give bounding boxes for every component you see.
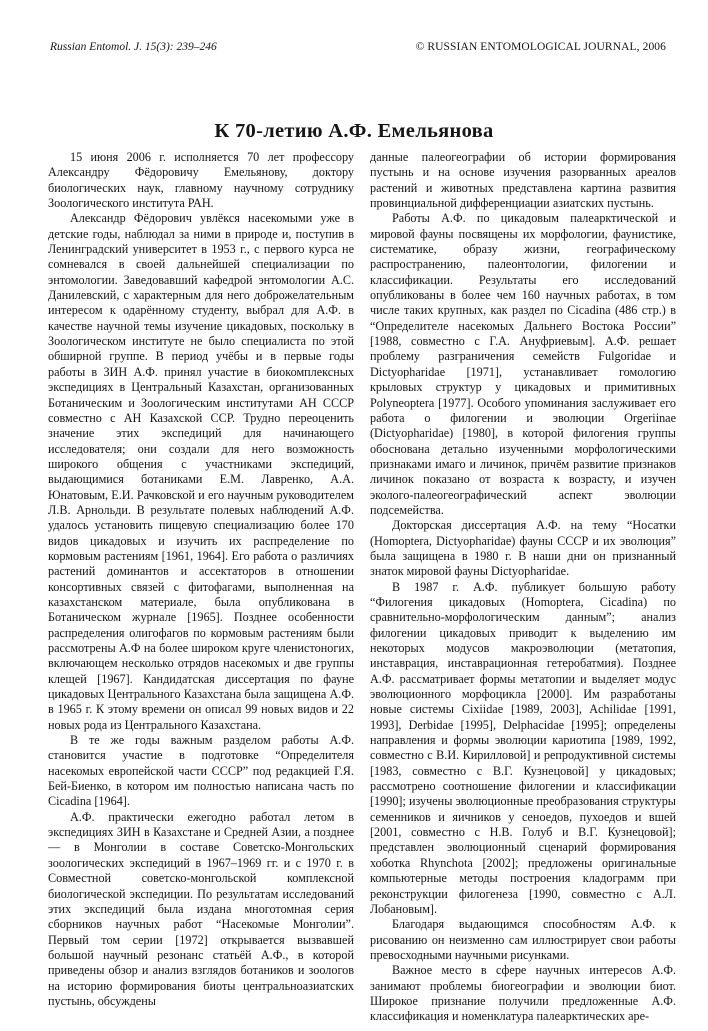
paragraph: Александр Фёдорович увлёкся насекомыми уже в детские годы, наблюдал за ними в природе и, поступив в Ленинградский университет в 1953 г., с первого курса не сомневался в своей дальнейшей специализации по энтомологии. Заведовавший кафедрой энтомологии А.С. Данилевский, с характерным для него доброжелательным интересом к одарённому студенту, выбрал для А.Ф. в качестве научной темы изучение цикадовых, поскольку в Зоологическом институте не было специалиста по этой обширной группе. В период учёбы и в первые годы работы в ЗИН А.Ф. принял участие в биокомплексных экспедициях в Центральный Казахстан, организованных Ботаническим и Зоологическим институтами АН СССР совместно с АН Казахской ССР. Трудно переоценить значение этих экспедиций для начинающего исследователя; они создали для него возможность широкого общения с участниками экспедиций, выдающимися ботаниками Е.М. Лавренко, А.А. Юнатовым, Е.И. Рачковской и его научным руководителем Л.В. Арнольди. В результате полевых наблюдений А.Ф. удалось установить пищевую специализацию более 170 видов цикадовых и изучить их распределение по кормовым растениям [1961, 1964]. Его работа о различиях растений доминантов и ассектаторов в отношении консортивных связей с фитофагами, выполненная на казахстанском материале, была опубликована в Ботаническом журнале [1965]. Позднее особенности распределения олигофагов по кормовым растениям были рассмотрены А.Ф на более широком круге членистоногих, включающем несколько отрядов насекомых и две группы клещей [1967]. Кандидатская диссертация по фауне цикадовых Центрального Казахстана была защищена А.Ф. в 1965 г. К этому времени он описал 99 новых видов и 22 новых рода из Центрального Казахстана. xyxy=(48,211,354,732)
paragraph: 15 июня 2006 г. исполняется 70 лет профессору Александру Фёдоровичу Емельянову, доктору биологических наук, главному научному сотруднику Зоологического института РАН. xyxy=(48,150,354,211)
journal-citation: Russian Entomol. J. 15(3): 239–246 xyxy=(50,41,217,53)
copyright-notice: © RUSSIAN ENTOMOLOGICAL JOURNAL, 2006 xyxy=(415,41,666,53)
paragraph: В 1987 г. А.Ф. публикует большую работу “Филогения цикадовых (Homoptera, Cicadina) по сравнительно-морфологическим данным”; анализ филогении цикадовых приводит к выделению им некоторых модусов макроэволюции (метатопия, инставрация, инставрационная гетеробатмия). Позднее А.Ф. рассматривает формы метатопии и выделяет модус эволюционного морфоцикла [2000]. Им разработаны новые системы Cixiidae [1989, 2003], Achilidae [1991, 1993], Derbidae [1995], Delphacidae [1995]; определены направления и формы эволюции кариотипа [1989, 1992, совместно с В.И. Кирилловой] и репродуктивной системы [1983, совместно с В.Г. Кузнецовой] у цикадовых; рассмотрено соотношение филогении и классификации [1990]; изучены эволюционные преобразования структуры семенников и яичников у сеноедов, пухоедов и вшей [2001, совместно с Н.В. Голуб и В.Г. Кузнецовой]; представлен эволюционный сценарий формирования хоботка Rhynchota [2002]; предложены оригинальные компьютерные методы построения кладограмм при реконструкции филогенеза [1990, совместно с А.Л. Лобановым]. xyxy=(370,579,676,916)
paragraph: Докторская диссертация А.Ф. на тему “Носатки (Homoptera, Dictyopharidae) фауны СССР и их эволюция” была защищена в 1980 г. В наши дни он признанный знаток мировой фауны Dictyopharidae. xyxy=(370,518,676,579)
paragraph: Благодаря выдающимся способностям А.Ф. к рисованию он неизменно сам иллюстрирует свои работы превосходными научными рисунками. xyxy=(370,917,676,962)
article-title: К 70-летию А.Ф. Емельянова xyxy=(214,119,494,142)
paragraph: А.Ф. практически ежегодно работал летом в экспедициях ЗИН в Казахстане и Средней Азии, а позднее — в Монголии в составе Советско-Монгольских зоологических экспедиций в 1967–1969 гг. и с 1970 г. в Совместной советско-монгольской комплексной биологической экспедиции. По результатам исследований этих экспедиций была издана многотомная серия сборников научных работ “Насекомые Монголии”. Первый том серии [1972] открывается вызвавшей большой научный резонанс статьёй А.Ф., в которой приведены обзор и анализ взглядов ботаников и зоологов на историю формирования биоты центральноазиатских пустынь, обсуждены xyxy=(48,809,354,1008)
left-text-column xyxy=(48,150,354,1025)
paragraph: Работы А.Ф. по цикадовым палеарктической и мировой фауны посвящены их морфологии, фаунистике, систематике, образу жизни, географическому распространению, палеонтологии, филогении и классификации. Результаты его исследований опубликованы в более чем 160 научных работах, в том числе таких крупных, как раздел по Cicadina (486 стр.) в “Определителе насекомых Дальнего Востока России” [1988, совместно с Г.А. Ануфриевым]. А.Ф. решает проблему разграничения семейств Fulgoridae и Dictyopharidae [1971], устанавливает гомологию крыловых структур у цикадовых и примитивных Polyneoptera [1977]. Особого упоминания заслуживает его работа о филогении и эволюции Orgeriinae (Dictyopharidae) [1980], в которой филогения группы обоснована детально изученными морфологическими признаками имаго и личинок, причём развитие признаков личинок показано от возраста к возрасту, и изучен эколого-палеогеографический аспект эволюции подсемейства. xyxy=(370,211,676,517)
paragraph: В те же годы важным разделом работы А.Ф. становится участие в подготовке “Определителя насекомых европейской части СССР” под редакцией Г.Я. Бей-Биенко, в котором им полностью написана часть по Cicadina [1964]. xyxy=(48,733,354,809)
paragraph: данные палеогеографии об истории формирования пустынь и на основе изучения разорванных ареалов растений и животных представлена картина развития провинциальной дифференциации азиатских пустынь. xyxy=(370,150,676,211)
right-text-column xyxy=(370,150,676,1025)
paragraph: Важное место в сфере научных интересов А.Ф. занимают проблемы биогеографии и эволюции биот. Широкое признание получили предложенные А.Ф. классификация и номенклатура палеарктических аре- xyxy=(370,963,676,1024)
